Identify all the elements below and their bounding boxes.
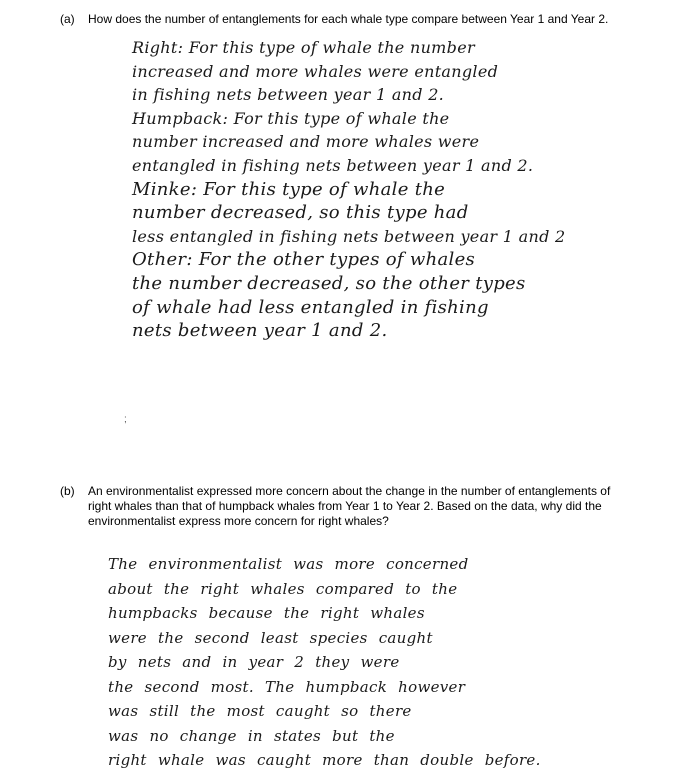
answer-a-line: Minke: For this type of whale the bbox=[132, 178, 446, 200]
answer-a-line: nets between year 1 and 2. bbox=[132, 320, 388, 342]
answer-b-line: humpbacks because the right whales bbox=[108, 604, 425, 622]
answer-a-line: of whale had less entangled in fishing bbox=[132, 296, 489, 318]
question-a-label: (a) bbox=[60, 12, 75, 26]
answer-b-line: the second most. The humpback however bbox=[108, 677, 466, 696]
answer-b-line: were the second least species caught bbox=[108, 628, 433, 647]
stray-mark: ; bbox=[124, 414, 127, 425]
question-b bbox=[60, 484, 620, 529]
answer-a-line: the number decreased, so the other types bbox=[132, 272, 526, 294]
answer-b-line: right whale was caught more than double before. bbox=[108, 751, 541, 769]
answer-a-line: Other: For the other types of whales bbox=[132, 249, 476, 271]
answer-b-line: by nets and in year 2 they were bbox=[108, 653, 400, 671]
answer-b-line: The environmentalist was more concerned bbox=[108, 555, 469, 573]
answer-a-line: in fishing nets between year 1 and 2. bbox=[132, 85, 445, 105]
answer-a-line: Right: For this type of whale the number bbox=[132, 38, 475, 57]
answer-b bbox=[108, 552, 648, 773]
answer-a-line: Humpback: For this type of whale the bbox=[132, 108, 450, 128]
answer-b-line: was still the most caught so there bbox=[108, 702, 412, 720]
answer-a-line: number decreased, so this type had bbox=[132, 202, 469, 224]
answer-b-line: about the right whales compared to the bbox=[108, 579, 458, 598]
answer-b-line: was no change in states but the bbox=[108, 726, 395, 745]
question-b-label: (b) bbox=[60, 484, 75, 498]
question-b-text: An environmentalist expressed more concern about the change in the number of entanglements of right whales than that of humpback whales from Year 1 to Year 2. Based on the data, why did the environmentalist express more concern for right whales? bbox=[88, 484, 611, 528]
question-a bbox=[60, 12, 620, 27]
answer-a bbox=[132, 36, 672, 343]
answer-a-line: increased and more whales were entangled bbox=[132, 61, 499, 81]
question-a-text: How does the number of entanglements for each whale type compare between Year 1 and Year 2. bbox=[88, 12, 609, 26]
answer-a-line: number increased and more whales were bbox=[132, 132, 480, 152]
answer-a-line: entangled in fishing nets between year 1 and 2. bbox=[132, 155, 534, 175]
answer-a-line: less entangled in fishing nets between year 1 and 2 bbox=[132, 226, 566, 246]
